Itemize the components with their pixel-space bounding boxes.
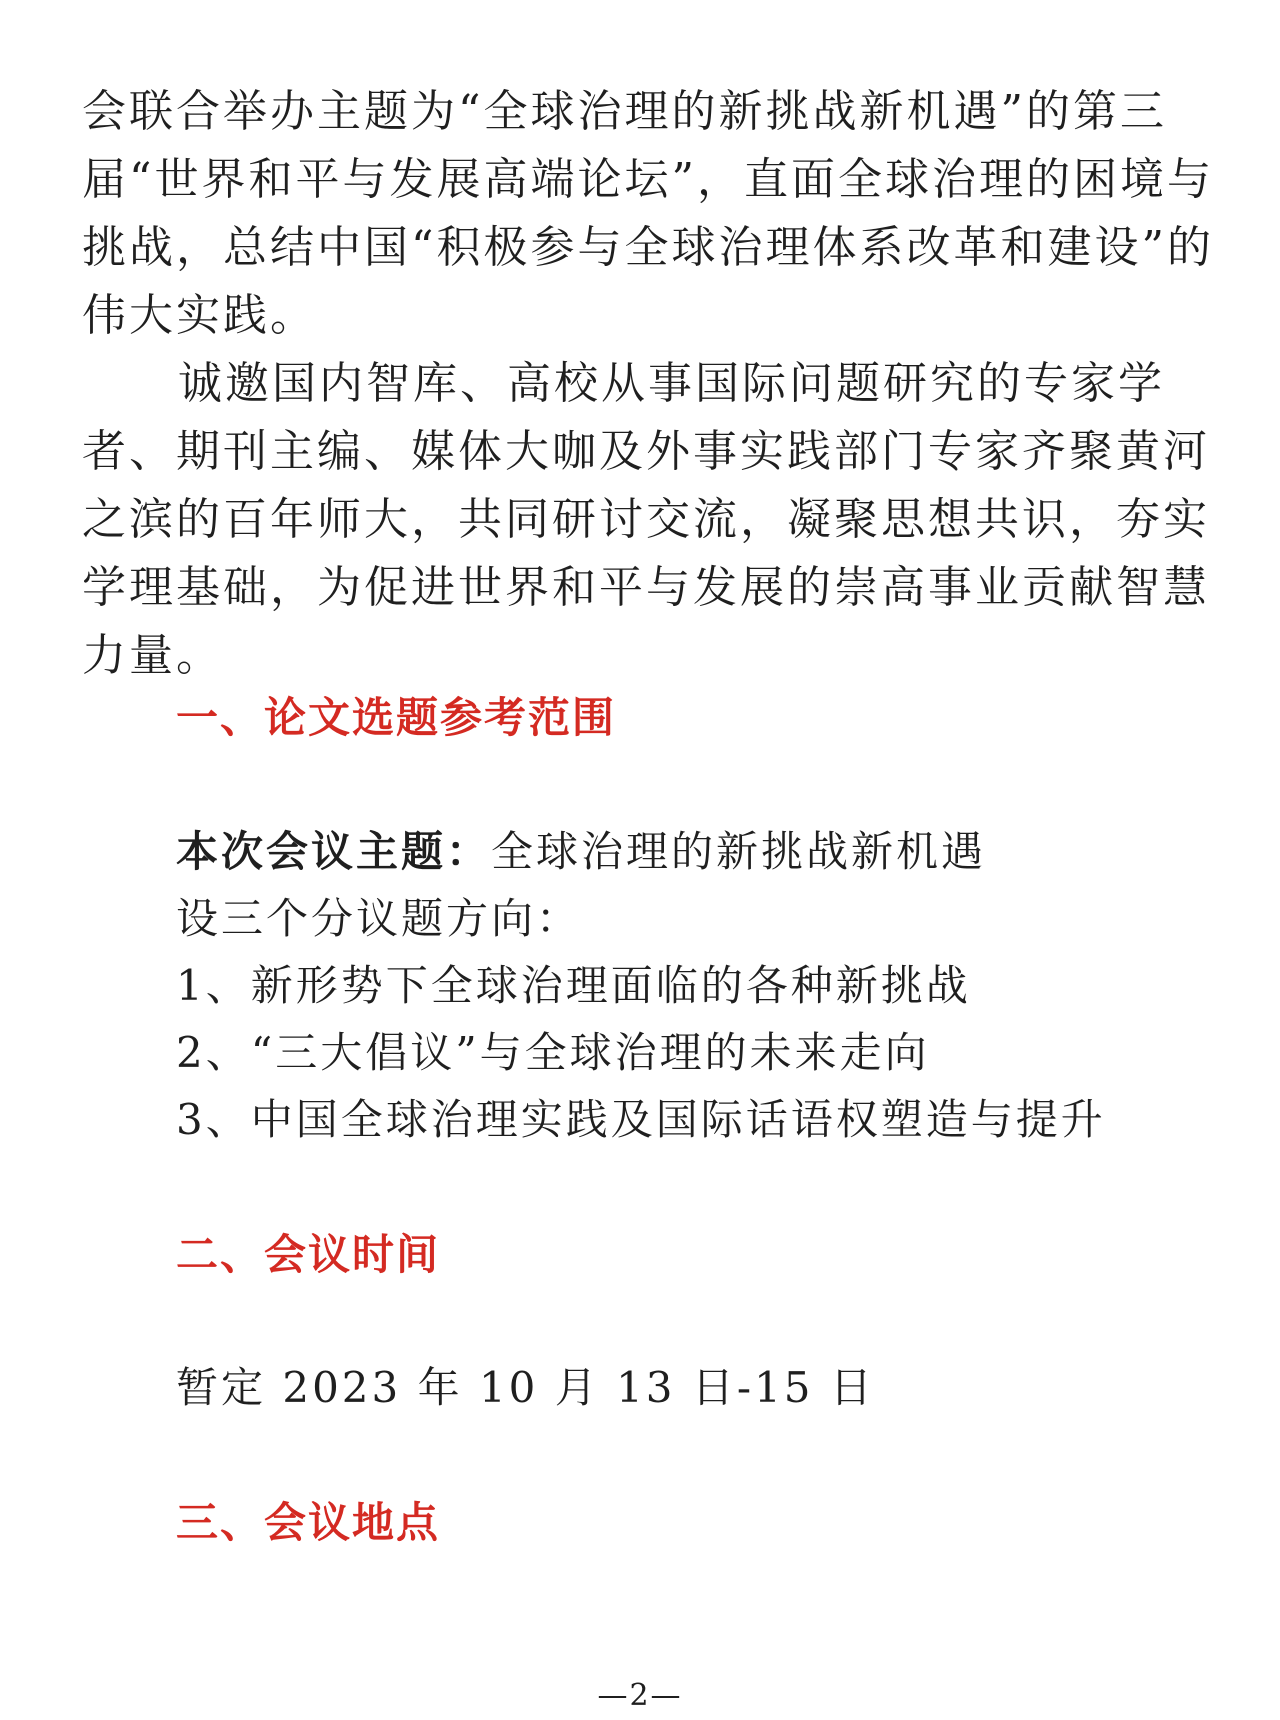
subtopic-item: 1、新形势下全球治理面临的各种新挑战 <box>176 961 971 1010</box>
conference-date: 暂定 2023 年 10 月 13 日-15 日 <box>176 1363 875 1412</box>
intro-paragraph: 会联合举办主题为“全球治理的新挑战新机遇”的第三届“世界和平与发展高端论坛”，直面全球治理的困境与挑战，总结中国“积极参与全球治理体系改革和建设”的伟大实践。 <box>82 86 1214 341</box>
subtopic-item: 2、“三大倡议”与全球治理的未来走向 <box>176 1028 930 1077</box>
subtopics-intro: 设三个分议题方向： <box>176 894 582 943</box>
section-heading-topics: 一、论文选题参考范围 <box>176 693 617 742</box>
section-heading-time: 二、会议时间 <box>176 1230 441 1279</box>
section-heading-venue: 三、会议地点 <box>176 1498 441 1547</box>
subtopic-item: 3、中国全球治理实践及国际话语权塑造与提升 <box>176 1095 1106 1144</box>
conference-theme-line <box>176 822 986 882</box>
conference-theme-value: 全球治理的新挑战新机遇 <box>491 827 987 876</box>
page-number: —2— <box>597 1678 683 1713</box>
invitation-paragraph: 诚邀国内智库、高校从事国际问题研究的专家学者、期刊主编、媒体大咖及外事实践部门专家齐聚黄河之滨的百年师大，共同研讨交流，凝聚思想共识，夯实学理基础，为促进世界和平与发展的崇高事业贡献智慧力量。 <box>82 358 1210 681</box>
conference-theme-label: 本次会议主题： <box>176 827 492 876</box>
